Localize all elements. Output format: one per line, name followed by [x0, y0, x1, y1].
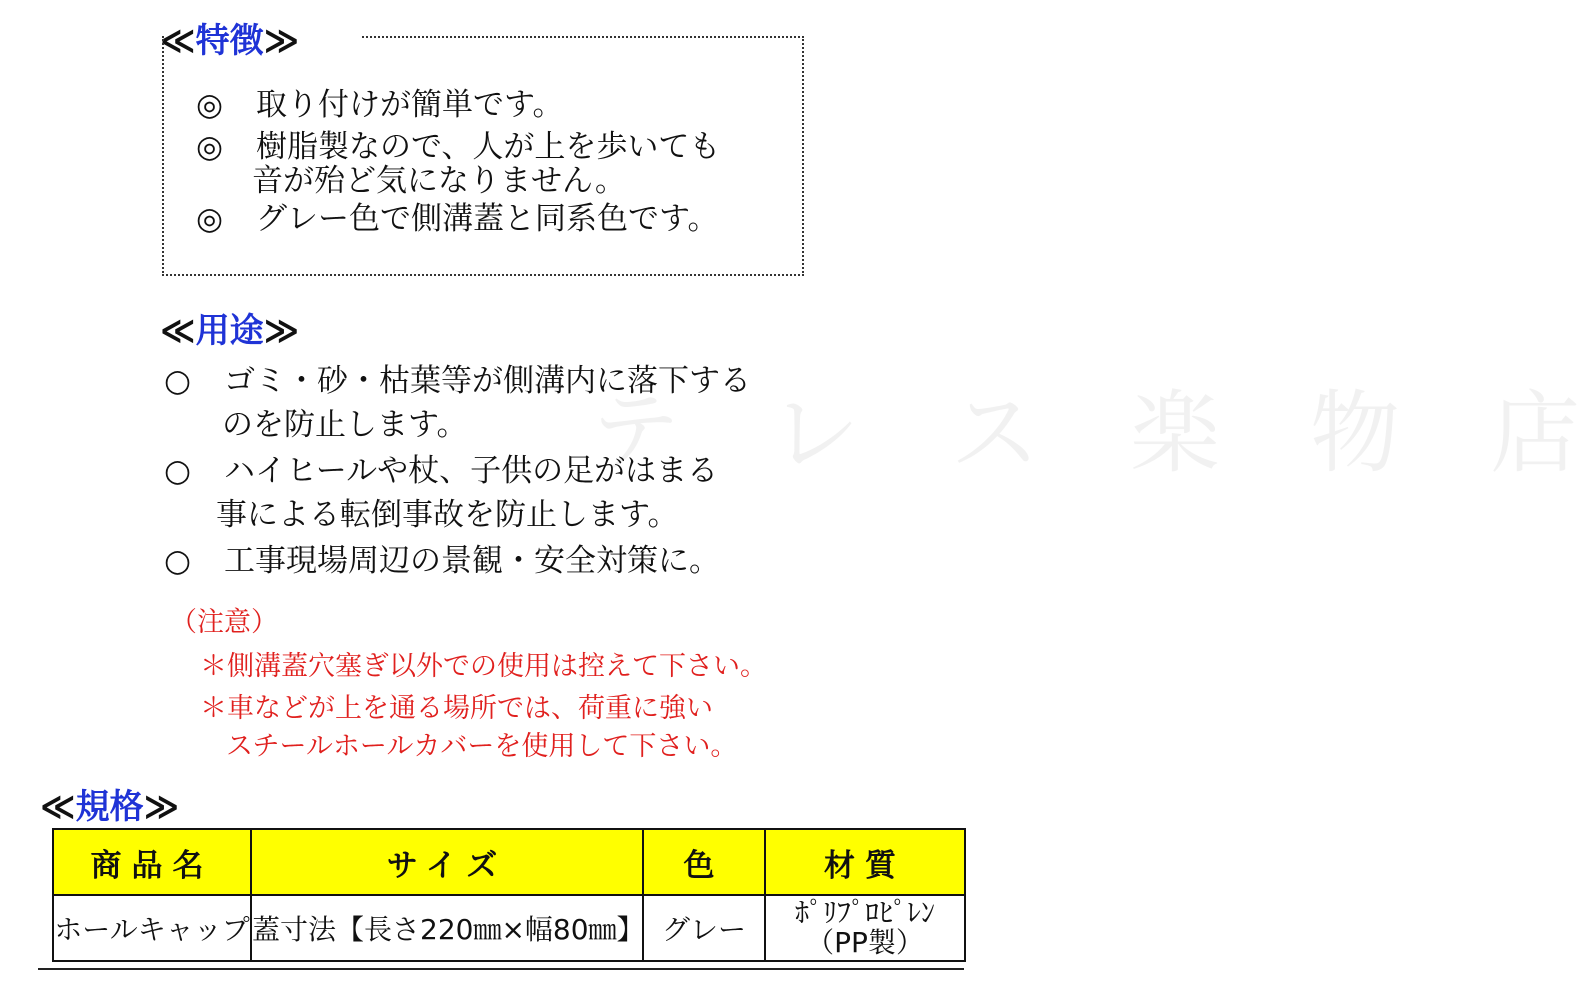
spec-heading — [40, 787, 180, 827]
uses-heading — [160, 311, 300, 351]
heading-open-bracket: ≪ — [160, 311, 196, 351]
heading-close-bracket: ≫ — [263, 311, 300, 351]
bottom-rule — [38, 968, 964, 970]
circle-icon: ○ — [164, 453, 192, 489]
material-abbrev: （PP製） — [806, 926, 924, 959]
heading-close-bracket: ≫ — [143, 787, 180, 827]
double-circle-icon: ◎ — [196, 201, 224, 237]
material-name: ﾎﾟﾘﾌﾟﾛﾋﾟﾚﾝ — [794, 896, 935, 929]
use-line-continued: のを防止します。 — [222, 407, 468, 443]
caution-line: ＊側溝蓋穴塞ぎ以外での使用は控えて下さい。 — [200, 651, 767, 682]
use-line-continued: 事による転倒事故を防止します。 — [216, 497, 679, 533]
table-row — [53, 895, 965, 961]
table-header-row — [53, 829, 965, 895]
feature-item — [196, 128, 720, 166]
spec-table — [52, 828, 966, 962]
double-circle-icon: ◎ — [196, 129, 224, 165]
header-product-name: 商品名 — [53, 829, 251, 895]
cell-size: 蓋寸法【長さ220㎜×幅80㎜】 — [251, 895, 643, 961]
heading-close-bracket: ≫ — [263, 21, 300, 61]
use-item — [164, 542, 720, 580]
spec-title: 規格 — [75, 787, 144, 827]
feature-item — [196, 200, 719, 238]
features-title: 特徴 — [195, 21, 264, 61]
caution-line: ＊車などが上を通る場所では、荷重に強い — [200, 693, 713, 724]
double-circle-icon: ◎ — [196, 87, 224, 123]
use-line: ハイヒールや杖、子供の足がはまる — [224, 453, 719, 489]
heading-open-bracket: ≪ — [40, 787, 76, 827]
use-line: 工事現場周辺の景観・安全対策に。 — [224, 543, 720, 579]
caution-line: スチールホールカバーを使用して下さい。 — [226, 731, 738, 762]
use-item — [164, 362, 751, 400]
circle-icon: ○ — [164, 363, 192, 399]
feature-item — [196, 86, 564, 124]
use-line: ゴミ・砂・枯葉等が側溝内に落下する — [224, 363, 751, 399]
feature-line: 樹脂製なので、人が上を歩いても — [256, 129, 721, 165]
cell-product-name: ホールキャップ — [53, 895, 251, 961]
uses-title: 用途 — [195, 311, 264, 351]
header-material: 材質 — [765, 829, 965, 895]
heading-open-bracket: ≪ — [160, 21, 196, 61]
feature-line: 取り付けが簡単です。 — [256, 87, 564, 123]
use-item — [164, 452, 718, 490]
circle-icon: ○ — [164, 543, 192, 579]
cell-material — [765, 895, 965, 961]
header-size: サイズ — [251, 829, 643, 895]
feature-line-continued: 音が殆ど気になりません。 — [252, 163, 626, 199]
header-color: 色 — [643, 829, 765, 895]
caution-title: （注意） — [170, 607, 278, 638]
watermark: テ レ ス 楽 物 店 — [590, 381, 1580, 486]
cell-color: グレー — [643, 895, 765, 961]
feature-line: グレー色で側溝蓋と同系色です。 — [256, 201, 719, 237]
